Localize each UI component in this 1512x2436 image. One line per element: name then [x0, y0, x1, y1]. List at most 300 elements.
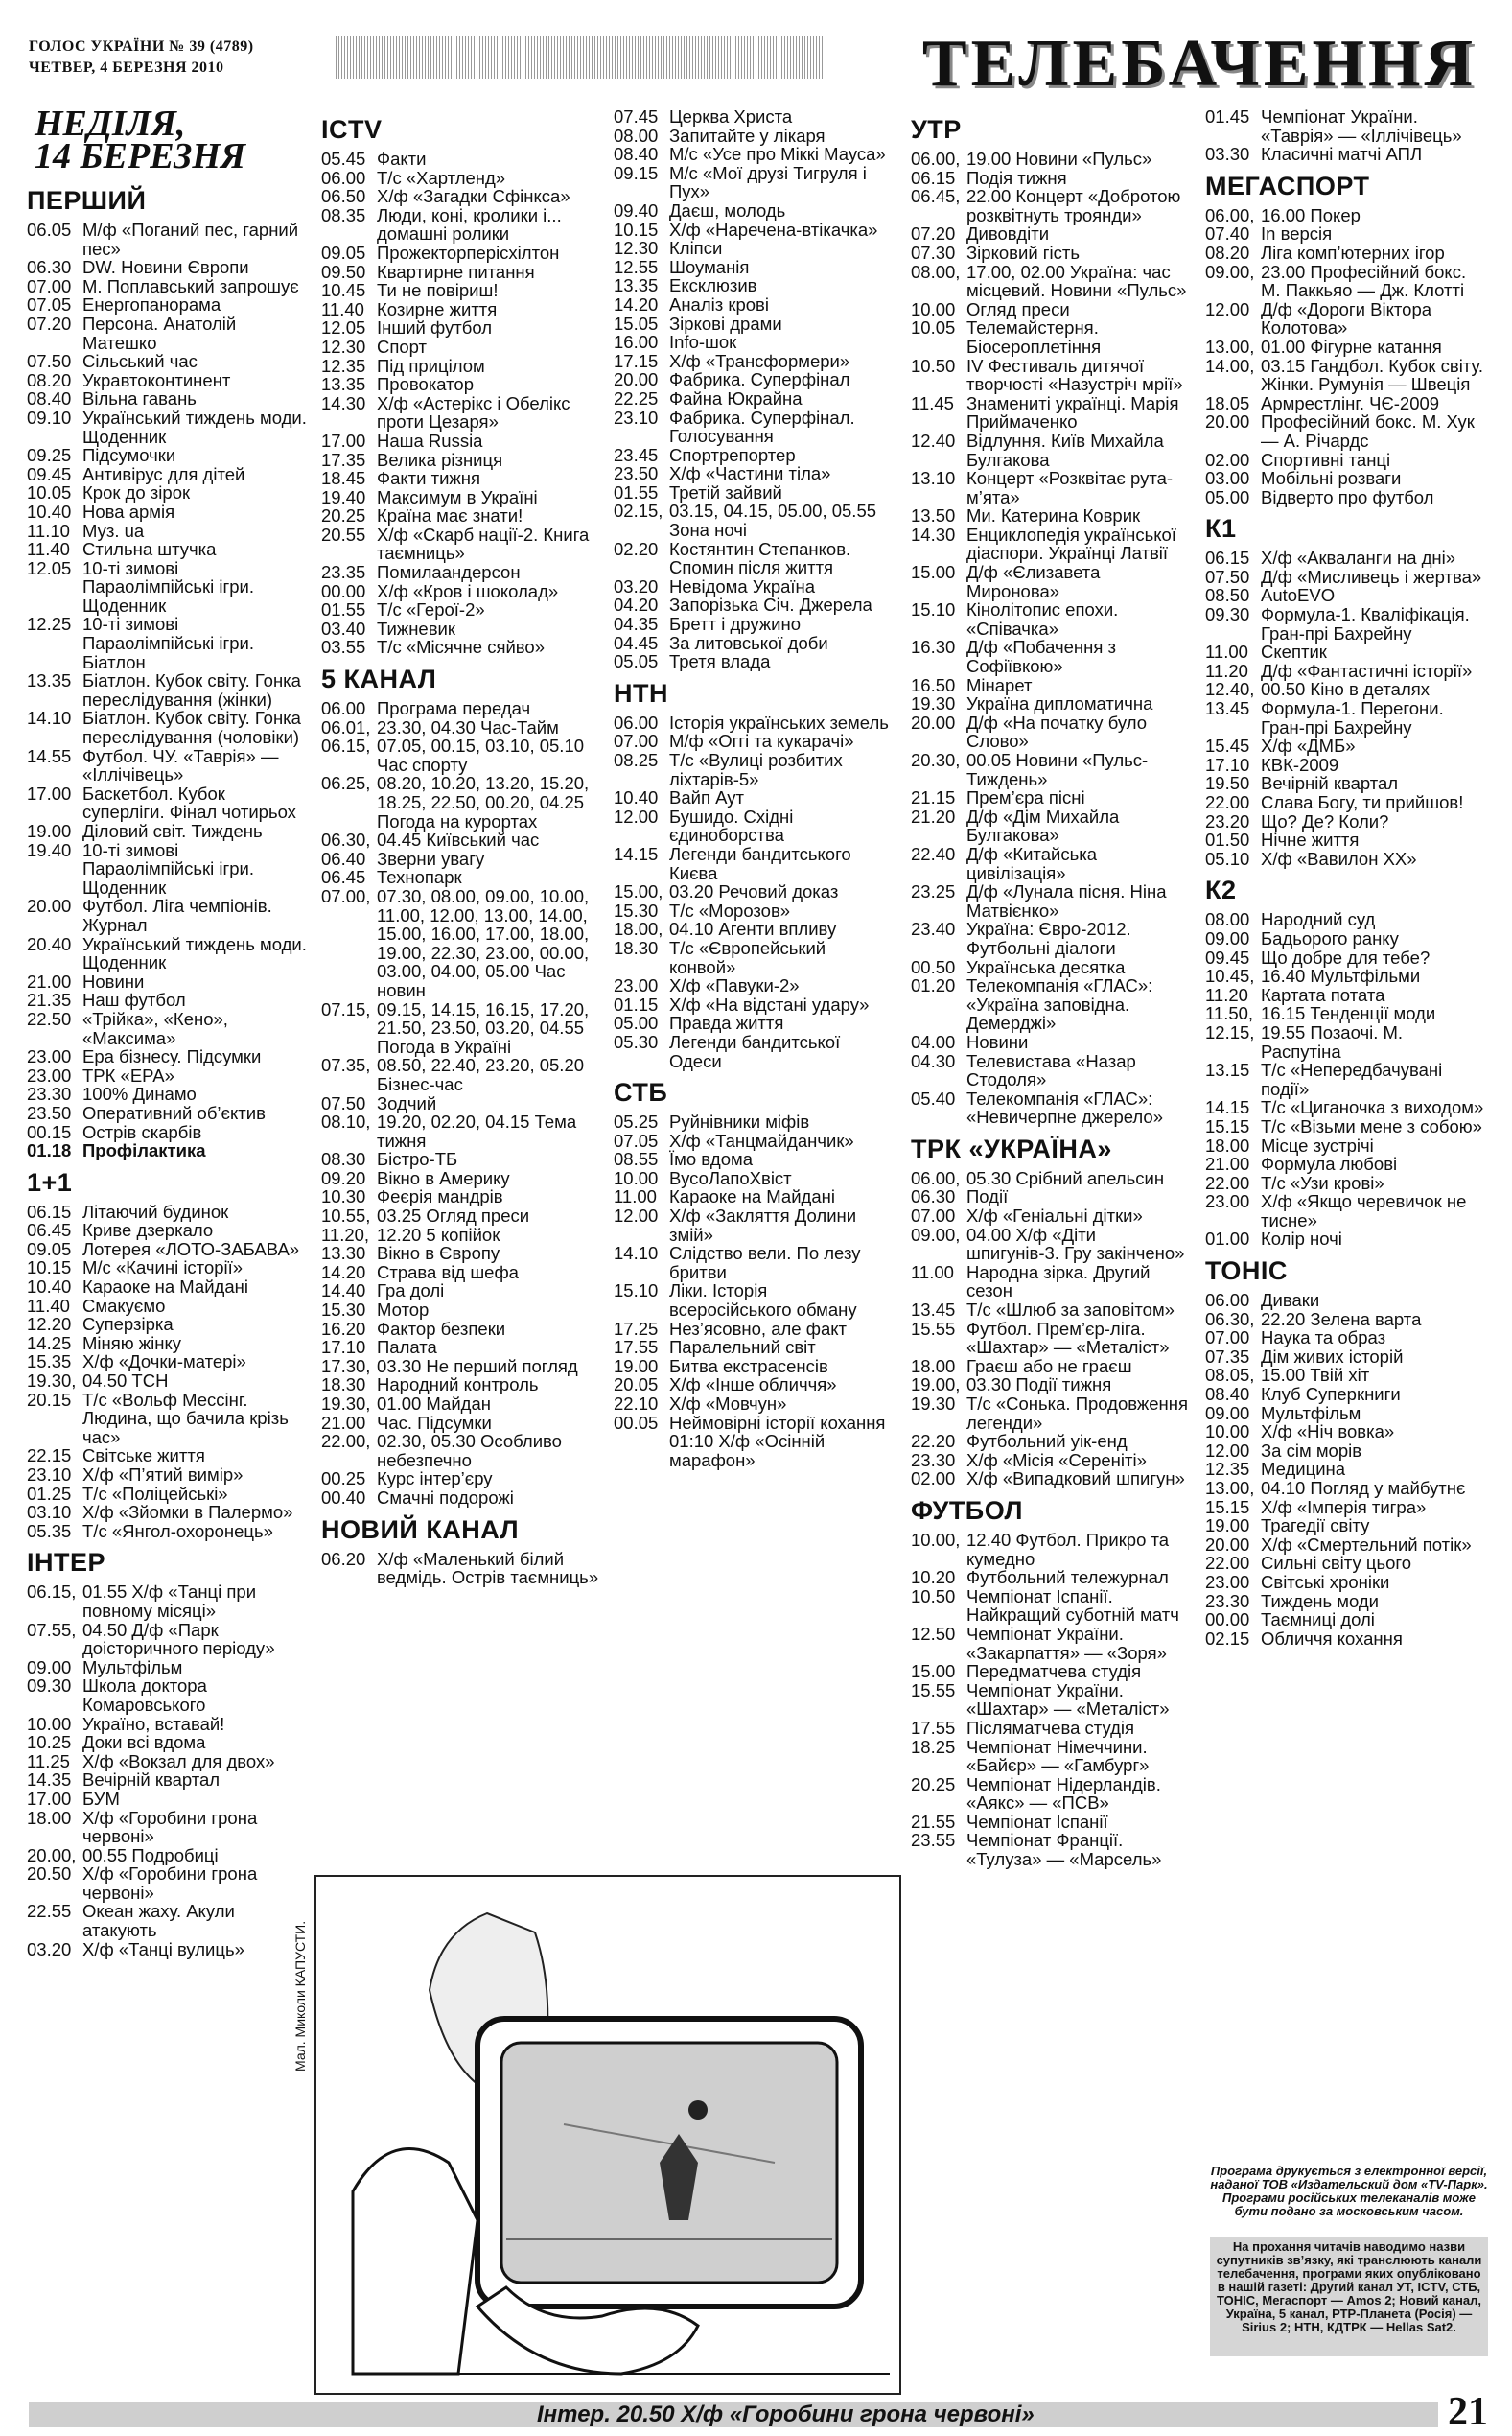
program-title: Місце зустрічі: [1261, 1135, 1374, 1156]
program-time: 14.00,: [1205, 355, 1255, 376]
program-time: 10.30: [321, 1186, 366, 1207]
program-time: 09.30: [27, 1675, 72, 1697]
program-time: 13.15: [1205, 1060, 1250, 1081]
program-time: 19.00: [1205, 1515, 1250, 1536]
program-title: Школа доктора Комаровського: [82, 1675, 207, 1715]
program-time: 09.45: [27, 463, 72, 484]
program-listing: [614, 389, 894, 409]
program-listing: [911, 318, 1191, 356]
program-time: 06.50: [321, 186, 366, 207]
program-listing: [27, 1658, 307, 1677]
program-time: 18.25: [911, 1736, 956, 1757]
footer-highlight: Інтер. 20.50 Х/ф «Горобини грона червоні»: [537, 2401, 1035, 2427]
program-listing: [911, 694, 1191, 714]
program-title: Дивовдіти: [966, 223, 1050, 245]
program-listing: [614, 845, 894, 882]
program-time: 01.55: [321, 599, 366, 621]
program-time: 07.00: [614, 731, 659, 752]
program-listing: [27, 1141, 307, 1160]
program-time: 02.00: [1205, 449, 1250, 470]
program-title: Зіркові драми: [669, 313, 782, 334]
program-listing: [1205, 967, 1485, 986]
program-title: Бретт і дружино: [669, 614, 801, 635]
program-listing: [27, 1334, 307, 1353]
program-listing: [614, 1132, 894, 1151]
program-time: 08.00,: [911, 261, 961, 282]
program-time: 07.00: [911, 1206, 956, 1227]
program-listing: [27, 1315, 307, 1334]
program-listing: [911, 1375, 1191, 1394]
program-time: 11.20: [1205, 660, 1248, 681]
program-title: Вайп Аут: [669, 787, 744, 808]
program-time: 06.30: [27, 257, 72, 278]
channel-heading: ІНТЕР: [27, 1548, 106, 1578]
program-title: Д/ф «Китайська цивілізація»: [966, 843, 1097, 883]
program-listing: [614, 239, 894, 258]
program-listing: [911, 638, 1191, 675]
program-title: Технопарк: [377, 867, 462, 888]
program-title: Ти не повіриш!: [377, 280, 499, 301]
program-time: 22.00,: [321, 1431, 371, 1452]
program-time: 05.30: [614, 1031, 659, 1052]
program-time: 11.00: [911, 1261, 954, 1282]
program-listing: [321, 1394, 601, 1414]
program-title: Х/ф «Якщо черевичок не тисне»: [1261, 1191, 1467, 1230]
program-listing: [614, 714, 894, 733]
program-time: 13.00,: [1205, 1478, 1255, 1498]
program-time: 09.20: [321, 1167, 366, 1188]
program-title: 03.30 Не перший погляд: [377, 1355, 578, 1376]
program-title: Чемпіонат України. «Таврія» — «Іллічівець»: [1261, 106, 1462, 146]
program-title: Сільський час: [82, 351, 198, 372]
program-title: Баскетбол. Кубок суперліги. Фінал чотирьох: [82, 783, 296, 823]
program-title: Що добре для тебе?: [1261, 947, 1431, 968]
program-listing: [27, 1085, 307, 1104]
program-title: БУМ: [82, 1788, 120, 1809]
program-title: Новини: [966, 1031, 1029, 1052]
program-listing: [614, 221, 894, 240]
program-title: Оперативний об’єктив: [82, 1102, 266, 1123]
program-time: 17.15: [614, 350, 659, 371]
program-time: 11.50,: [1205, 1003, 1254, 1024]
program-time: 05.05: [614, 651, 659, 672]
program-listing: [321, 1169, 601, 1188]
program-listing: [27, 1066, 307, 1086]
program-title: DW. Новини Європи: [82, 257, 249, 278]
program-listing: [1205, 451, 1485, 470]
program-time: 07.00,: [321, 885, 371, 906]
program-title: Післяматчева студія: [966, 1717, 1135, 1738]
program-time: 11.40: [27, 539, 70, 560]
program-title: Квартирне питання: [377, 261, 535, 282]
program-listing: [1205, 1136, 1485, 1156]
program-listing: [911, 1089, 1191, 1127]
program-listing: [1205, 300, 1485, 338]
program-time: 23.35: [321, 562, 366, 583]
program-listing: [614, 1338, 894, 1357]
program-listing: [911, 1531, 1191, 1568]
program-listing: [614, 939, 894, 976]
col1-channels: [27, 186, 307, 1958]
program-title: КВК-2009: [1261, 754, 1339, 775]
program-title: AutoEVO: [1261, 585, 1336, 606]
program-title: Океан жаху. Акули атакують: [82, 1901, 235, 1941]
program-listing: [27, 785, 307, 822]
program-title: Спортивні танці: [1261, 449, 1391, 470]
program-time: 10.15: [27, 1257, 72, 1278]
program-time: 19.30,: [321, 1394, 371, 1414]
program-title: Козирне життя: [377, 298, 498, 319]
col4-channels: [911, 115, 1191, 1869]
program-listing: [321, 375, 601, 394]
program-title: Д/ф «Єлизавета Миронова»: [966, 562, 1101, 601]
program-time: 10.00: [1205, 1421, 1250, 1442]
program-time: 11.25: [27, 1750, 70, 1771]
program-time: 05.00: [1205, 486, 1250, 507]
program-title: Кінолітопис епохи. «Співачка»: [966, 599, 1119, 639]
program-title: Острів скарбів: [82, 1121, 202, 1142]
program-time: 20.25: [911, 1773, 956, 1794]
program-listing: [1205, 412, 1485, 450]
program-time: 06.00: [321, 167, 366, 188]
program-listing: [27, 1240, 307, 1259]
program-title: 04.10 Агенти впливу: [669, 919, 837, 940]
program-title: Бадьорого ранку: [1261, 927, 1399, 949]
program-title: Третій зайвий: [669, 481, 782, 503]
program-title: 19.20, 02.20, 04.15 Тема тижня: [377, 1112, 577, 1151]
program-time: 17.35: [321, 449, 366, 470]
program-title: Біатлон. Кубок світу. Гонка переслідування (чоловіки): [82, 708, 301, 748]
program-listing: [321, 1244, 601, 1263]
program-time: 08.20: [1205, 242, 1250, 263]
program-time: 23.00: [614, 975, 659, 996]
program-time: 23.00: [1205, 1191, 1250, 1212]
program-title: Вікно в Європу: [377, 1243, 500, 1264]
program-listing: [911, 1587, 1191, 1625]
program-listing: [911, 751, 1191, 788]
program-listing: [27, 1010, 307, 1047]
program-time: 11.40: [27, 1295, 70, 1316]
program-title: IV Фестиваль дитячої творчості «Назустріч мрії»: [966, 355, 1183, 395]
program-title: Ера бізнесу. Підсумки: [82, 1046, 262, 1067]
program-title: Х/ф «Трансформери»: [669, 350, 850, 371]
program-listing: [911, 845, 1191, 882]
program-time: 21.35: [27, 990, 72, 1011]
program-listing: [1205, 224, 1485, 244]
program-time: 01.18: [27, 1140, 72, 1161]
program-time: 20.30,: [911, 750, 961, 770]
program-time: 12.00: [1205, 1440, 1250, 1461]
program-listing: [321, 582, 601, 601]
program-title: 03.15, 04.15, 05.00, 05.55 Зона ночі: [669, 501, 877, 541]
program-title: Шоуманія: [669, 256, 750, 277]
program-listing: [614, 882, 894, 902]
program-time: 10.40: [27, 501, 72, 522]
program-time: 20.40: [27, 933, 72, 954]
program-time: 20.50: [27, 1863, 72, 1885]
program-title: Х/ф «Вавилон ХХ»: [1261, 848, 1417, 869]
program-listing: [321, 718, 601, 738]
program-title: Огляд преси: [966, 298, 1070, 319]
program-time: 05.35: [27, 1520, 72, 1541]
program-time: 09.15: [614, 162, 659, 183]
program-listing: [614, 652, 894, 671]
program-time: 06.45,: [911, 186, 961, 207]
channel-heading: МЕГАСПОРТ: [1205, 171, 1370, 200]
program-listing: [1205, 1516, 1485, 1535]
program-time: 12.15,: [1205, 1021, 1255, 1042]
program-time: 12.20: [27, 1314, 72, 1335]
program-time: 22.25: [614, 387, 659, 409]
program-title: Т/с «Морозов»: [669, 900, 791, 921]
program-listing: [27, 1503, 307, 1522]
program-title: 04.45 Київський час: [377, 830, 540, 851]
program-listing: [27, 1485, 307, 1504]
program-title: Телекомпанія «ГЛАС»: «Невичерпне джерело»: [966, 1088, 1163, 1128]
program-title: Д/ф «Дім Михайла Булгакова»: [966, 806, 1120, 846]
program-listing: [614, 1113, 894, 1132]
program-title: Х/ф «Павуки-2»: [669, 975, 800, 996]
program-time: 08.40: [1205, 1384, 1250, 1405]
program-title: Т/с «Вулиці розбитих ліхтарів-5»: [669, 750, 843, 789]
column-1: [27, 104, 307, 1959]
program-time: 12.00: [614, 1206, 659, 1227]
program-listing: [911, 187, 1191, 224]
program-title: 23.00 Професійний бокс. М. Паккьяо — Дж. Клотті: [1261, 261, 1467, 301]
program-listing: [1205, 1422, 1485, 1441]
program-time: 07.00: [1205, 1327, 1250, 1348]
program-time: 15.30: [321, 1300, 366, 1321]
program-title: Формула-1. Кваліфікація. Гран-прі Бахрейну: [1261, 604, 1470, 644]
program-title: Сильні світу цього: [1261, 1553, 1412, 1574]
program-listing: [1205, 1385, 1485, 1404]
program-listing: [614, 1281, 894, 1319]
program-listing: [1205, 1460, 1485, 1479]
program-time: 23.30: [27, 1084, 72, 1105]
program-listing: [27, 465, 307, 484]
program-listing: [321, 150, 601, 169]
program-title: Армрестлінг. ЧЄ-2009: [1261, 392, 1440, 413]
program-listing: [1205, 206, 1485, 225]
program-title: Колір ночі: [1261, 1229, 1342, 1250]
program-title: Х/ф «Вокзал для двох»: [82, 1750, 275, 1771]
program-listing: [321, 737, 601, 774]
program-time: 07.30: [911, 242, 956, 263]
program-title: 10-ті зимові Параолімпійські ігри. Біатлон: [82, 614, 254, 672]
program-title: Велика різниця: [377, 449, 503, 470]
program-listing: [321, 850, 601, 869]
program-listing: [911, 506, 1191, 526]
program-title: Х/ф «ДМБ»: [1261, 736, 1356, 757]
program-listing: [1205, 1441, 1485, 1461]
program-time: 15.00,: [614, 881, 663, 902]
program-listing: [321, 1357, 601, 1376]
program-time: 02.15,: [614, 501, 663, 522]
program-time: 10.40: [614, 787, 659, 808]
program-listing: [27, 1465, 307, 1485]
program-listing: [1205, 568, 1485, 587]
program-listing: [1205, 107, 1485, 145]
program-title: Діловий світ. Тиждень: [82, 821, 263, 841]
program-title: 16.00 Покер: [1261, 204, 1361, 225]
program-time: 07.20: [27, 313, 72, 334]
program-listing: [911, 1451, 1191, 1470]
program-time: 18.05: [1205, 392, 1250, 413]
program-listing: [911, 1263, 1191, 1300]
program-title: 07.30, 08.00, 09.00, 10.00, 11.00, 12.00, 13.00, 14.00, 15.00, 16.00, 17.00, 18.00, 19.00, 22.30, 23.00, 00.00, 03.00, 04.00, 05.00 Час новин: [377, 885, 590, 1000]
program-title: Чемпіонат України. «Закарпаття» — «Зоря»: [966, 1623, 1167, 1663]
program-listing: [911, 1719, 1191, 1738]
program-time: 10.50: [911, 355, 956, 376]
program-title: Таємниці долі: [1261, 1609, 1375, 1630]
day-heading: [35, 104, 307, 176]
program-listing: [27, 371, 307, 390]
program-title: Відлуння. Київ Михайла Булгакова: [966, 430, 1164, 470]
program-listing: [27, 1752, 307, 1771]
program-title: Україна: Євро-2012. Футбольні діалоги: [966, 919, 1131, 958]
program-listing: [1205, 1310, 1485, 1329]
program-title: 02.30, 05.30 Особливо небезпечно: [377, 1431, 562, 1470]
program-listing: [321, 357, 601, 376]
program-listing: [614, 1150, 894, 1169]
program-listing: [911, 1187, 1191, 1206]
program-time: 06.45: [321, 867, 366, 888]
program-time: 20.00,: [27, 1844, 77, 1865]
program-time: 03.10: [27, 1502, 72, 1523]
program-time: 06.30,: [321, 830, 371, 851]
program-time: 08.25: [614, 750, 659, 770]
program-listing: [911, 600, 1191, 638]
program-time: 22.00: [1205, 1172, 1250, 1193]
program-title: Т/с «Сонька. Продовження легенди»: [966, 1394, 1188, 1433]
program-listing: [321, 887, 601, 1000]
program-title: Час. Підсумки: [377, 1412, 492, 1433]
program-listing: [614, 201, 894, 221]
program-time: 06.00,: [1205, 204, 1255, 225]
program-time: 22.20: [911, 1431, 956, 1452]
program-title: 22.00 Концерт «Добротою розквітнуть троянди»: [966, 186, 1181, 225]
program-time: 12.50: [911, 1623, 956, 1644]
program-listing: [1205, 549, 1485, 568]
program-title: Х/ф «П’ятий вимір»: [82, 1464, 244, 1485]
program-listing: [1205, 469, 1485, 488]
program-listing: [614, 732, 894, 751]
program-time: 07.55,: [27, 1619, 77, 1640]
program-title: Т/с «Узи крові»: [1261, 1172, 1384, 1193]
program-time: 21.00: [27, 971, 72, 992]
program-listing: [614, 540, 894, 577]
program-title: Т/с «Непередбачувані події»: [1261, 1060, 1443, 1099]
program-title: Слідство вели. По лезу бритви: [669, 1243, 861, 1282]
program-time: 19.30,: [27, 1370, 77, 1392]
program-time: 08.00: [1205, 909, 1250, 930]
program-title: Запитайте у лікаря: [669, 125, 826, 146]
program-time: 22.55: [27, 1901, 72, 1922]
program-listing: [1205, 263, 1485, 300]
program-title: Фабрика. Суперфінал: [669, 369, 850, 390]
program-title: Т/с «Візьми мене з собою»: [1261, 1115, 1482, 1136]
program-title: 01.00 Майдан: [377, 1394, 491, 1414]
program-time: 12.30: [614, 238, 659, 259]
program-title: Х/ф «Горобини грона червоні»: [82, 1807, 258, 1847]
program-listing: [321, 1488, 601, 1508]
program-time: 00.15: [27, 1121, 72, 1142]
program-listing: [27, 1809, 307, 1846]
program-listing: [911, 1469, 1191, 1488]
program-title: М. Поплавський запрошує: [82, 275, 299, 296]
program-time: 07.15,: [321, 998, 371, 1019]
program-listing: [614, 1033, 894, 1070]
program-time: 07.35,: [321, 1055, 371, 1076]
program-listing: [1205, 1230, 1485, 1249]
program-title: 01.00 Фігурне катання: [1261, 336, 1442, 357]
program-time: 09.40: [614, 199, 659, 221]
program-time: 05.00: [614, 1013, 659, 1034]
program-title: Х/ф «Ніч вовка»: [1261, 1421, 1395, 1442]
program-time: 06.00,: [911, 149, 961, 169]
program-listing: [27, 1104, 307, 1123]
program-title: Мобільні розваги: [1261, 468, 1402, 489]
program-title: Тижневик: [377, 618, 455, 639]
program-title: Спортрепортер: [669, 444, 796, 465]
program-time: 06.30,: [1205, 1308, 1255, 1329]
program-time: 08.55: [614, 1149, 659, 1170]
program-time: 20.15: [27, 1389, 72, 1410]
program-listing: [321, 338, 601, 357]
program-title: Т/с «Янгол-охоронець»: [82, 1520, 273, 1541]
program-time: 19.40: [27, 839, 72, 860]
program-title: Невідома Україна: [669, 575, 816, 597]
program-listing: [614, 409, 894, 446]
program-title: Персона. Анатолій Матешко: [82, 313, 237, 353]
program-listing: [27, 1221, 307, 1240]
program-title: Факти: [377, 149, 427, 169]
program-time: 18.00: [911, 1355, 956, 1376]
program-title: ВусоЛапоХвіст: [669, 1167, 792, 1188]
program-title: Нічне життя: [1261, 830, 1360, 851]
program-title: Д/ф «Мисливець і жертва»: [1261, 566, 1482, 587]
program-listing: [614, 464, 894, 483]
program-title: Д/ф «Лунала пісня. Ніна Матвієнко»: [966, 881, 1167, 921]
program-title: Бістро-ТБ: [377, 1149, 458, 1170]
program-time: 13.35: [321, 374, 366, 395]
program-time: 19.50: [1205, 773, 1250, 794]
program-time: 01.50: [1205, 830, 1250, 851]
program-time: 09.25: [27, 445, 72, 466]
program-title: Український тиждень моди. Щоденник: [82, 407, 307, 447]
program-title: Т/с «Циганочка з виходом»: [1261, 1097, 1484, 1118]
program-time: 04.20: [614, 595, 659, 616]
program-listing: [614, 615, 894, 634]
program-time: 20.00: [27, 896, 72, 917]
channel-heading: К2: [1205, 876, 1237, 905]
program-time: 12.05: [321, 317, 366, 339]
program-time: 10.45: [321, 280, 366, 301]
program-time: 09.00: [27, 1656, 72, 1677]
program-listing: [27, 483, 307, 503]
program-time: 03.20: [27, 1938, 72, 1959]
program-time: 21.20: [911, 806, 956, 827]
program-time: 10.05: [911, 317, 956, 339]
program-title: Аналіз крові: [669, 293, 769, 315]
program-listing: [911, 432, 1191, 469]
program-listing: [321, 1550, 601, 1587]
program-time: 13.10: [911, 468, 956, 489]
program-listing: [614, 483, 894, 503]
program-listing: [614, 788, 894, 808]
program-listing: [27, 1522, 307, 1541]
program-title: Україна дипломатична: [966, 693, 1153, 714]
